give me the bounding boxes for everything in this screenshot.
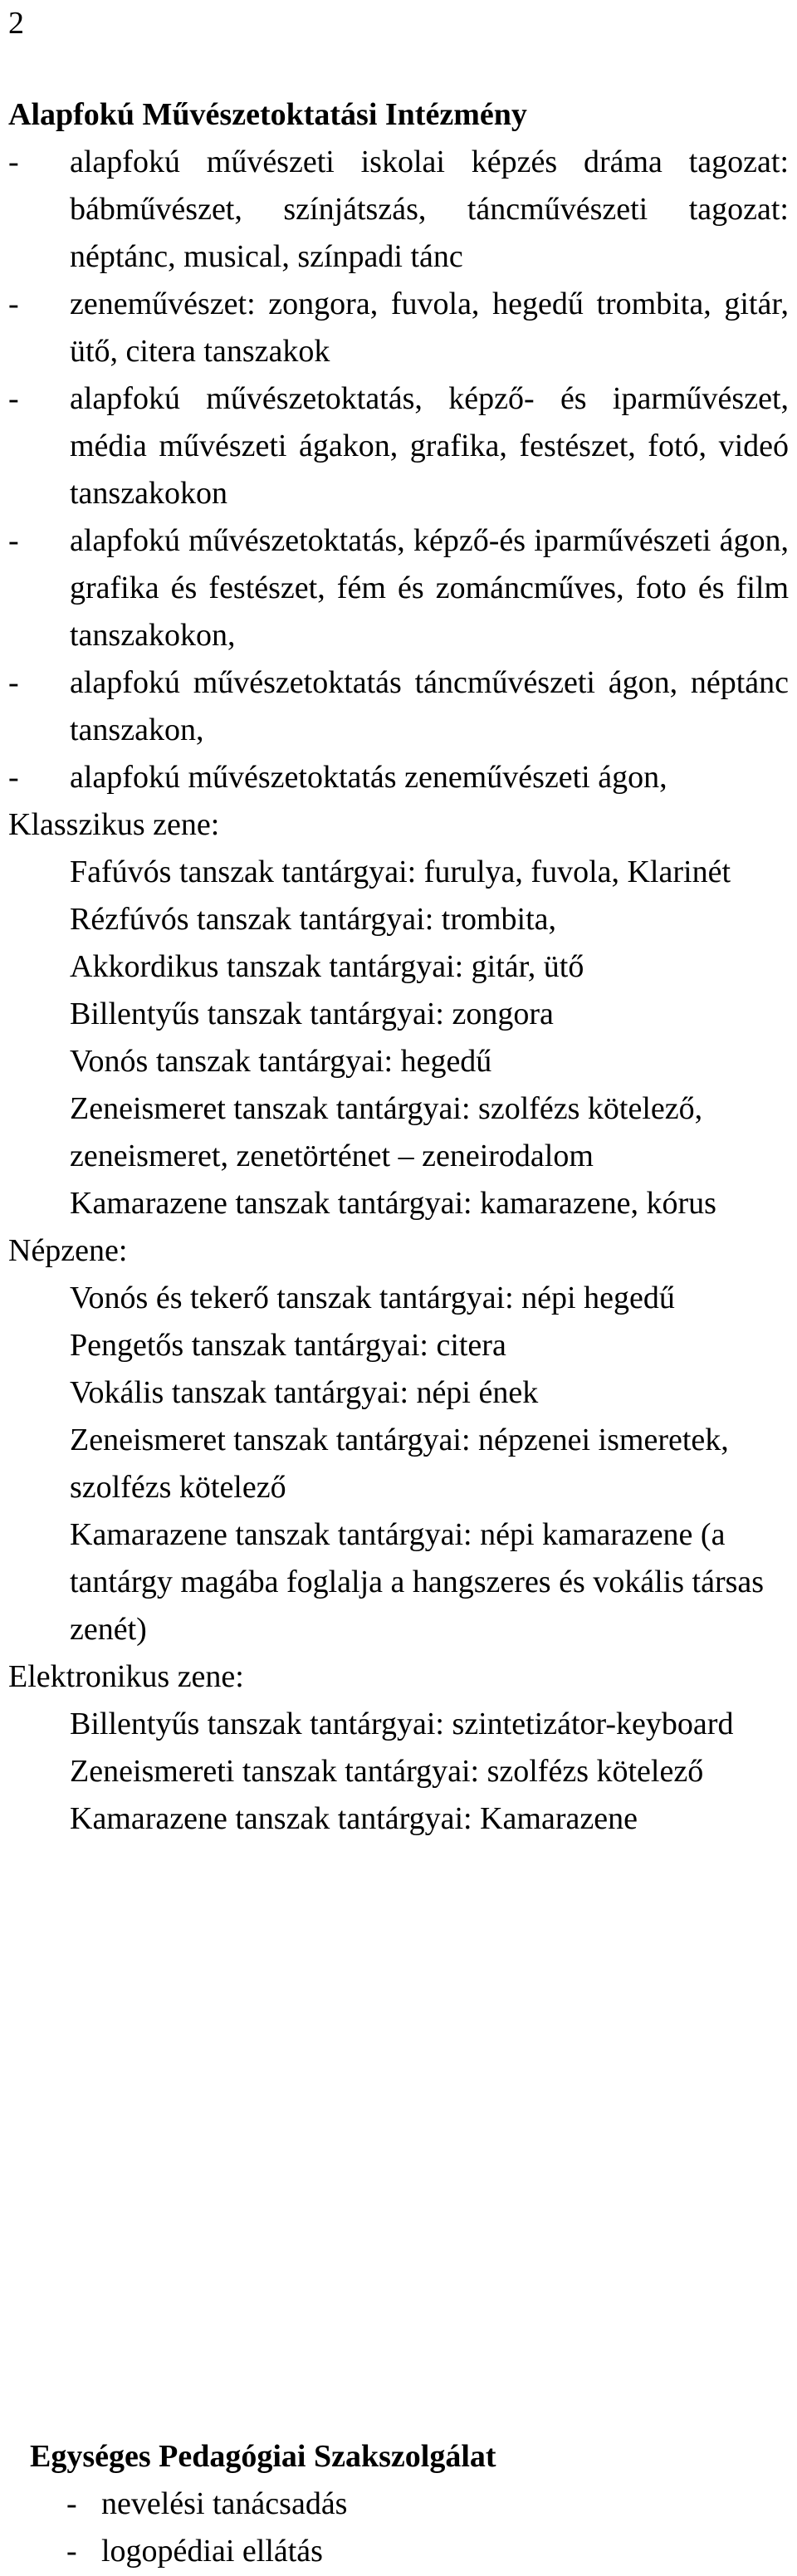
- category-entry: Zeneismeret tanszak tantárgyai: szolfézs kötelező, zeneismeret, zenetörténet – zeneirodalom: [70, 1091, 703, 1173]
- list-dash: -: [8, 144, 19, 179]
- list-item-text: zeneművészet: zongora, fuvola, hegedű trombita, gitár, ütő, citera tanszakok: [70, 286, 789, 369]
- section-ami: [0, 91, 797, 1843]
- category-entry: Zeneismeret tanszak tantárgyai: népzenei ismeretek, szolfézs kötelező: [70, 1423, 729, 1505]
- category-entry: Akkordikus tanszak tantárgyai: gitár, ütő: [70, 949, 584, 984]
- category-entry: Pengetős tanszak tantárgyai: citera: [70, 1328, 506, 1363]
- list-item-text: nevelési tanácsadás: [101, 2486, 348, 2521]
- list-item-text: alapfokú művészetoktatás, képző- és iparművészet, média művészeti ágakon, grafika, festészet, fotó, videó tanszakokon: [70, 381, 789, 511]
- category-label-elektronikus: Elektronikus zene:: [8, 1659, 244, 1694]
- section-heading-eps: Egységes Pedagógiai Szakszolgálat: [30, 2439, 496, 2474]
- section-heading-ami: Alapfokú Művészetoktatási Intézmény: [8, 97, 527, 132]
- list-item-text: alapfokú művészetoktatás zeneművészeti ágon,: [70, 760, 667, 795]
- list-item: [0, 375, 797, 517]
- list-dash: -: [8, 286, 19, 321]
- list-item: [0, 139, 797, 281]
- section-eps: [0, 2433, 797, 2575]
- list-dash: -: [66, 2534, 77, 2569]
- category-entry: Fafúvós tanszak tantárgyai: furulya, fuvola, Klarinét: [70, 855, 731, 889]
- list-dash: -: [8, 381, 19, 416]
- list-dash: -: [66, 2486, 77, 2521]
- category-entry: Vonós és tekerő tanszak tantárgyai: népi hegedű: [70, 1281, 675, 1315]
- category-entry: Billentyűs tanszak tantárgyai: zongora: [70, 997, 554, 1031]
- list-item: [0, 281, 797, 375]
- list-item: [0, 517, 797, 659]
- category-entry: Billentyűs tanszak tantárgyai: szintetizátor-keyboard: [70, 1707, 734, 1741]
- category-entry: Vonós tanszak tantárgyai: hegedű: [70, 1044, 492, 1079]
- list-item: [0, 2481, 797, 2528]
- list-item-text: logopédiai ellátás: [101, 2534, 323, 2569]
- list-dash: -: [8, 760, 19, 795]
- list-item-text: alapfokú művészeti iskolai képzés dráma tagozat: bábművészet, színjátszás, táncművészeti tagozat: néptánc, musical, színpadi tánc: [70, 144, 789, 274]
- list-dash: -: [8, 665, 19, 700]
- list-item-text: alapfokú művészetoktatás táncművészeti ágon, néptánc tanszakon,: [70, 665, 789, 747]
- list-item: [0, 2528, 797, 2575]
- category-entry: Rézfúvós tanszak tantárgyai: trombita,: [70, 902, 557, 937]
- list-dash: -: [8, 523, 19, 558]
- page-number: 2: [8, 6, 24, 41]
- category-label-nepzene: Népzene:: [8, 1233, 128, 1268]
- category-entry: Kamarazene tanszak tantárgyai: kamarazene, kórus: [70, 1186, 716, 1221]
- category-entry: Kamarazene tanszak tantárgyai: népi kamarazene (a tantárgy magába foglalja a hangszeres és vokális társas zenét): [70, 1517, 765, 1647]
- category-entry: Kamarazene tanszak tantárgyai: Kamarazene: [70, 1801, 638, 1836]
- category-entry: Vokális tanszak tantárgyai: népi ének: [70, 1375, 539, 1410]
- list-item: [0, 659, 797, 754]
- list-item: [0, 754, 797, 801]
- list-item-text: alapfokú művészetoktatás, képző-és iparművészeti ágon, grafika és festészet, fém és zománcműves, foto és film tanszakokon,: [70, 523, 789, 653]
- category-label-klasszikus: Klasszikus zene:: [8, 807, 220, 842]
- category-entry: Zeneismereti tanszak tantárgyai: szolfézs kötelező: [70, 1754, 704, 1789]
